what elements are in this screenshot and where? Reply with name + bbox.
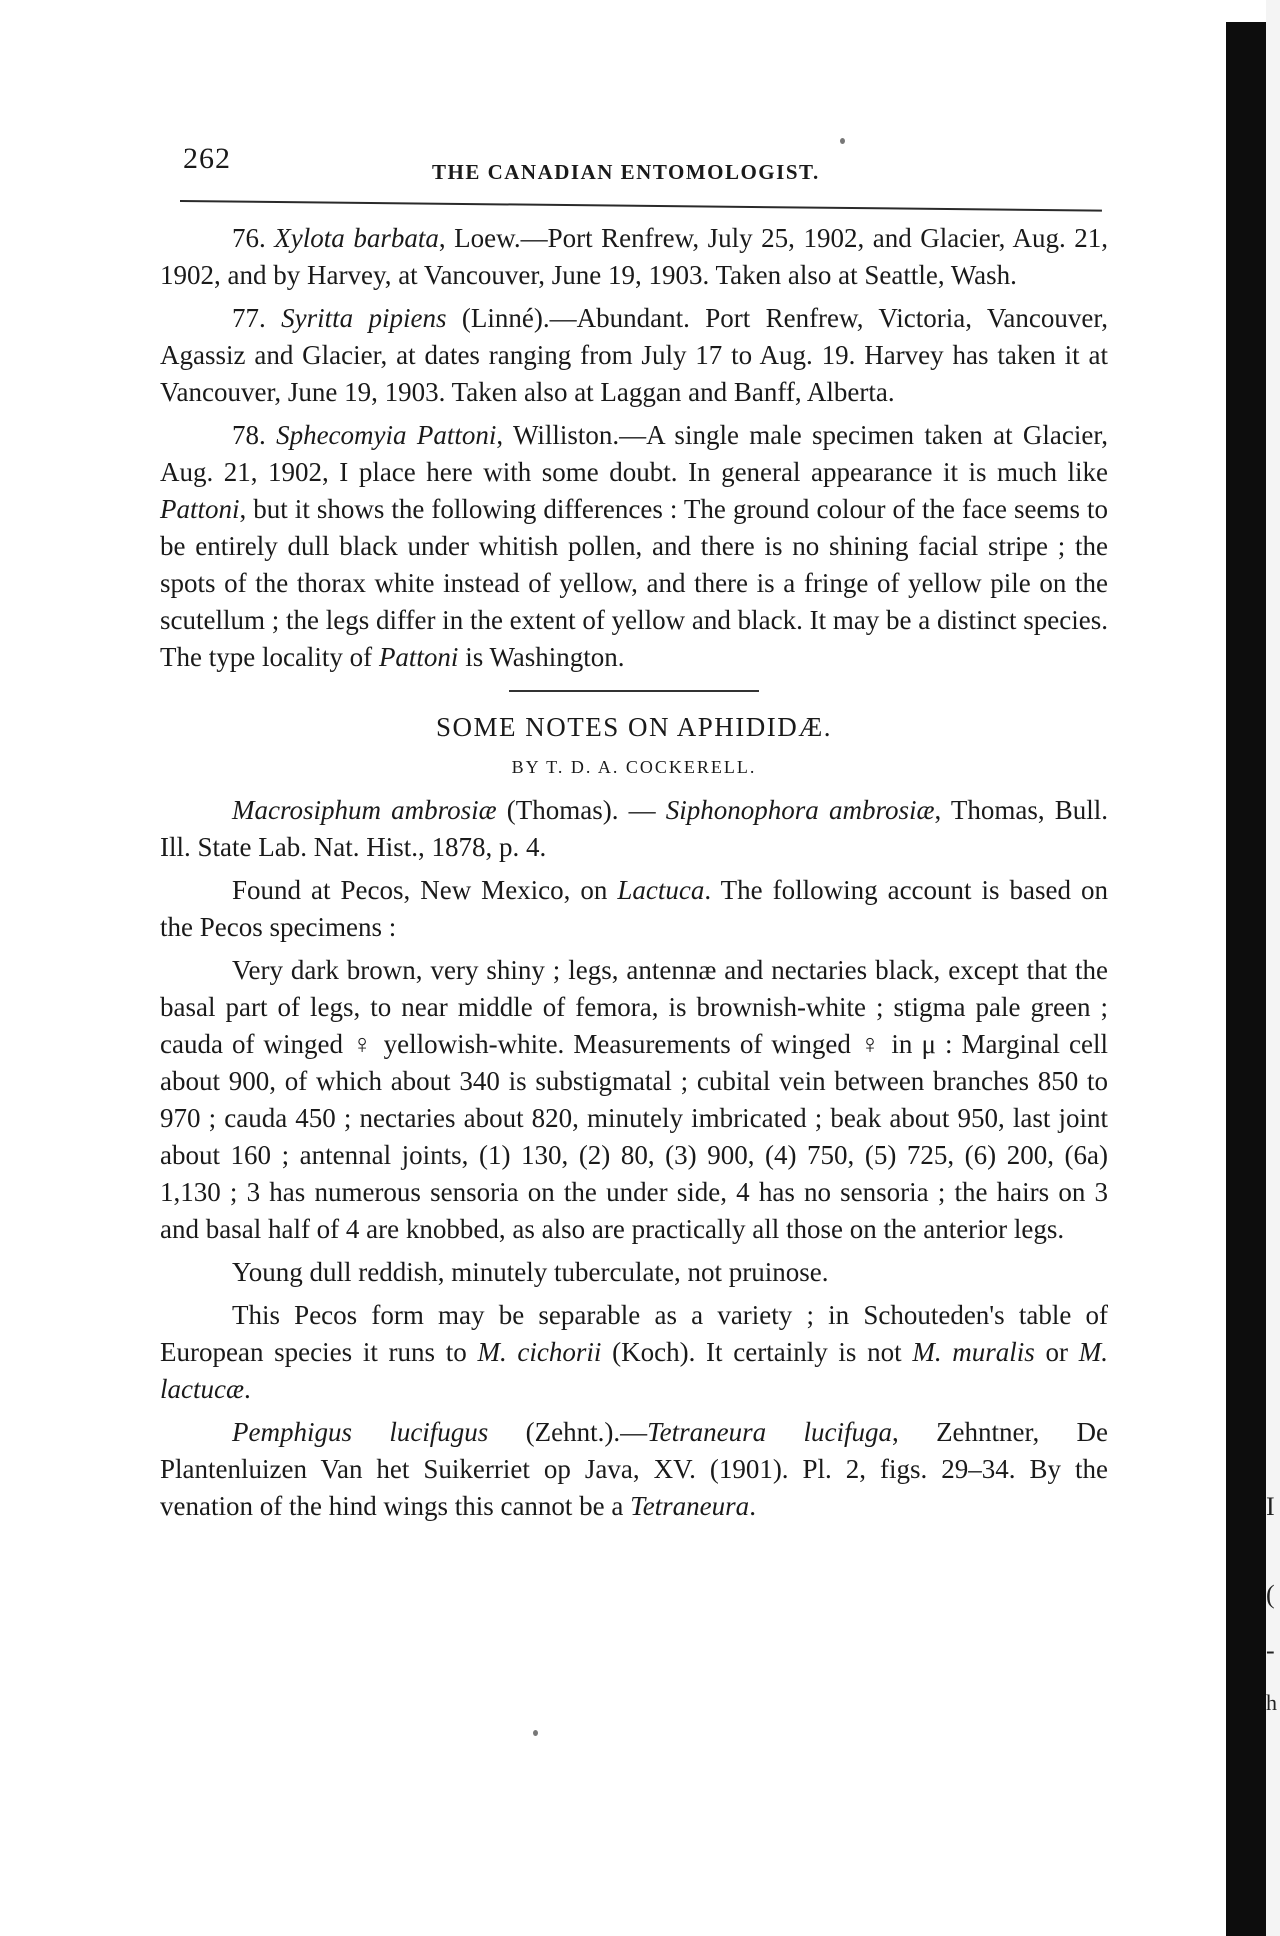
species-name: Pattoni bbox=[160, 494, 240, 524]
entry-77 bbox=[160, 300, 1108, 411]
article-byline: BY T. D. A. COCKERELL. bbox=[511, 757, 757, 777]
page-number: 262 bbox=[183, 142, 231, 175]
entry-number: 76. bbox=[232, 223, 266, 253]
body-text: , Zehntner, De Plantenluizen Van het Suikerriet op Java, XV. (1901). Pl. 2, figs. 29–34. By the venation of the hind wings this cannot be a bbox=[160, 1417, 1109, 1521]
body-text: . The following account is based on the Pecos specimens : bbox=[160, 875, 1108, 942]
entry-number: 78. bbox=[232, 420, 266, 450]
species-name: M. muralis bbox=[912, 1337, 1035, 1367]
edge-fragment: ( bbox=[1266, 1580, 1275, 1609]
body-paragraph: Young dull reddish, minutely tuberculate, not pruinose. bbox=[232, 1257, 829, 1287]
body-text: . bbox=[243, 1374, 251, 1404]
body-paragraph bbox=[160, 1414, 1108, 1525]
body-text: (Koch). It certainly is not bbox=[601, 1337, 913, 1367]
body-text: , Thomas, Bull. Ill. State Lab. Nat. Hist., 1878, p. 4. bbox=[160, 795, 1109, 862]
species-name: Sphecomyia Pattoni bbox=[276, 420, 497, 450]
section-divider bbox=[509, 690, 759, 692]
body-paragraph bbox=[160, 1297, 1108, 1408]
page-content bbox=[160, 220, 1108, 1531]
entry-number: 77. bbox=[232, 303, 266, 333]
header-rule bbox=[180, 200, 1102, 212]
species-name: Siphonophora ambrosiæ bbox=[665, 795, 935, 825]
species-name: Lactuca bbox=[617, 875, 705, 905]
entry-text: , Loew.—Port Renfrew, July 25, 1902, and Glacier, Aug. 21, 1902, and by Harvey, at Vancouver, June 19, 1903. Taken also at Seattle, Wash. bbox=[160, 223, 1108, 290]
entry-text: , Williston.—A single male specimen taken at Glacier, Aug. 21, 1902, I place here with some doubt. In general appearance it is much like bbox=[160, 420, 1109, 487]
entry-76 bbox=[160, 220, 1108, 294]
entry-text: (Linné).—Abundant. Port Renfrew, Victoria, Vancouver, Agassiz and Glacier, at dates ranging from July 17 to Aug. 19. Harvey has taken it at Vancouver, June 19, 1903. Taken also at Laggan and Banff, Alberta. bbox=[160, 303, 1109, 407]
adjacent-page-shadow bbox=[1226, 22, 1266, 1936]
species-name: Pemphigus lucifugus bbox=[232, 1417, 489, 1447]
species-name: M. cichorii bbox=[477, 1337, 602, 1367]
running-head: THE CANADIAN ENTOMOLOGIST. bbox=[432, 160, 820, 184]
body-text: (Thomas). — bbox=[496, 795, 666, 825]
body-text: or bbox=[1034, 1337, 1079, 1367]
edge-fragment: I bbox=[1266, 1492, 1275, 1521]
species-name: Pattoni bbox=[378, 642, 459, 672]
species-name: Syritta pipiens bbox=[281, 303, 447, 333]
paper-speck bbox=[840, 138, 845, 144]
species-name: M. lactucæ bbox=[160, 1337, 1108, 1404]
article-title: SOME NOTES ON APHIDIDÆ. bbox=[435, 712, 833, 742]
species-name: Tetraneura lucifuga bbox=[647, 1417, 892, 1447]
body-paragraph bbox=[160, 792, 1108, 866]
entry-78 bbox=[160, 417, 1108, 676]
body-text: This Pecos form may be separable as a variety ; in Schouteden's table of European species it runs to bbox=[160, 1300, 1108, 1367]
edge-fragment: - bbox=[1266, 1636, 1275, 1665]
species-name: Macrosiphum ambrosiæ bbox=[232, 795, 497, 825]
entry-text: , but it shows the following differences : The ground colour of the face seems to be entirely dull black under whitish pollen, and there is no shining facial stripe ; the spots of the thorax white instead of yellow, and there is a fringe of yellow pile on the scutellum ; the legs differ in the extent of yellow and black. It may be a distinct species. The type locality of bbox=[160, 494, 1108, 672]
paper-speck bbox=[533, 1730, 538, 1736]
species-name: Tetraneura bbox=[630, 1491, 750, 1521]
edge-fragment: h bbox=[1266, 1690, 1277, 1715]
body-paragraph bbox=[160, 872, 1108, 946]
body-text: Found at Pecos, New Mexico, on bbox=[232, 875, 618, 905]
body-paragraph: Very dark brown, very shiny ; legs, antennæ and nectaries black, except that the basal part of legs, to near middle of femora, is brownish-white ; stigma pale green ; cauda of winged ♀ yellowish-white. Measurements of winged ♀ in μ : Marginal cell about 900, of which about 340 is substigmatal ; cubital vein between branches 850 to 970 ; cauda 450 ; nectaries about 820, minutely imbricated ; beak about 950, last joint about 160 ; antennal joints, (1) 130, (2) 80, (3) 900, (4) 750, (5) 725, (6) 200, (6a) 1,130 ; 3 has numerous sensoria on the under side, 4 has no sensoria ; the hairs on 3 and basal half of 4 are knobbed, as also are practically all those on the anterior legs. bbox=[160, 955, 1108, 1244]
body-text: . bbox=[749, 1491, 756, 1521]
body-text: (Zehnt.).— bbox=[488, 1417, 648, 1447]
entry-text: is Washington. bbox=[458, 642, 625, 672]
species-name: Xylota barbata bbox=[274, 223, 439, 253]
